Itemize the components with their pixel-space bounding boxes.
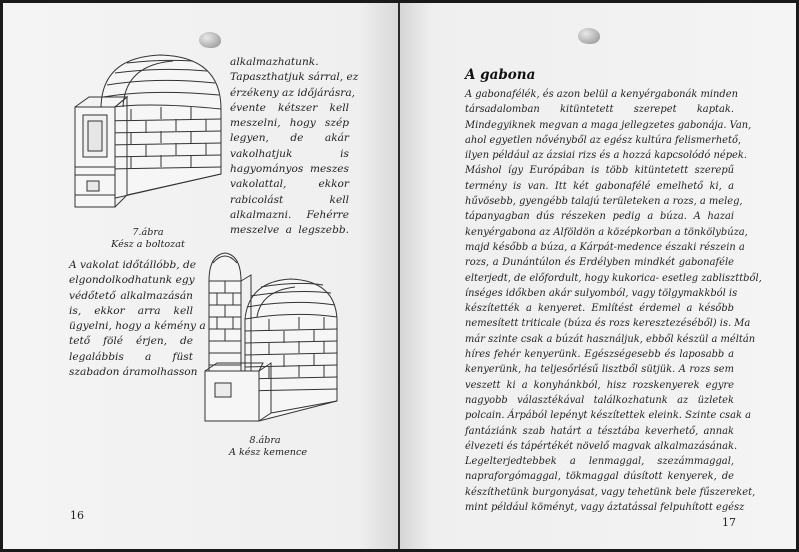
lower-text-line: szabadon áramolhasson [69,366,198,379]
chapter-heading: A gabona [465,67,536,83]
side-text-line: alkalmazni. Fehérre [230,208,349,221]
lower-text-line: védőtető alkalmazásán [69,289,193,302]
lower-text-block [69,258,206,380]
figure-8-number: 8.ábra [249,435,281,446]
body-line: ínséges időkben akár sulyomból, vagy tölgymakkból is [465,287,738,299]
lower-text-line: tető fölé érjen, de [69,335,193,348]
body-line: polcain. Árpából lepényt készítettek eleink. Szinte csak a [465,410,752,422]
body-line: híres fehér kenyerünk. Egészségesebb és laposabb a [465,349,734,361]
body-line: Legelterjedtebbek a lenmaggal, szezámmaggal, [465,456,734,468]
body-line: tápanyagban dús részeken pedig a búza. A hazai [465,211,734,223]
lower-text-line: A vakolat időtállóbb, de [69,259,197,271]
figure-8-oven-illustration [199,241,349,431]
figure-7-vault-illustration [61,49,233,215]
side-text-line: rabicolást kell [230,193,349,206]
side-text-line: Tapaszthatjuk sárral, ez [230,71,359,84]
side-text-line: meszelve a legszebb. [230,224,349,237]
body-text-block [465,87,762,515]
page-number: 17 [722,516,736,529]
figure-7-caption: Kész a boltozat [111,239,185,250]
lower-text-line: ügyelni, hogy a kémény a [69,320,206,333]
side-text-line: alkalmazhatunk. [230,56,319,68]
body-line: élvezeti és tápértékét növelő magvak alkalmazásának. [465,440,738,452]
side-text-block [230,55,359,239]
book-spread [3,3,796,549]
right-page [400,3,796,549]
lower-text-line: elgondolkodhatunk egy [69,274,195,287]
body-line: készíthetünk burgonyásat, vagy tehetünk bele fűszereket, [465,486,756,498]
body-line: ilyen például az ázsiai rizs és a hozzá kapcsolódó népek. [465,150,747,162]
side-text-line: vakolattal, ekkor [230,178,349,191]
body-line: majd később a búza, a Kárpát-medence északi részein a [465,241,745,253]
lower-text-line: legalábbis a füst [69,350,193,363]
body-line: fantáziánk szab határt a tésztába keverhető, annak [465,425,734,437]
body-line: napraforgómaggal, tökmaggal dúsított kenyerek, de [465,471,734,483]
page-number: 16 [70,509,84,522]
body-line: már szinte csak a búzát használjuk, ebből készül a méltán [465,333,756,345]
body-line: készítették a kenyeret. Említést érdemel a később [465,303,734,315]
side-text-line: legyen, de akár [230,132,349,145]
side-text-line: érzékeny az időjárásra, [230,86,356,99]
stone-icon [578,28,600,44]
left-page [3,3,398,549]
side-text-line: évente kétszer kell [230,101,349,114]
body-line: társadalomban kitüntetett szerepet kaptak. [465,104,734,116]
body-line: A gabonafélék, és azon belül a kenyérgabonák minden [465,89,738,100]
body-line: hűvösebb, gyengébb talajú területeken a rozs, a meleg, [465,196,743,208]
body-line: Máshol így Európában is több kitüntetett szerepű [465,165,734,177]
body-line: Mindegyiknek megvan a maga jellegzetes gabonája. Van, [465,119,752,131]
body-line: veszett ki a konyhánkból, hisz rozskenyerek egyre [465,379,734,391]
body-line: elterjedt, de előfordult, hogy kukorica- esetleg zabliszttből, [465,272,762,284]
body-line: mint például köményt, vagy áztatással felpuhított egész [465,502,745,514]
body-line: nagyobb választékával találkozhatunk az üzletek [465,394,734,406]
side-text-line: hagyományos meszes [230,163,349,176]
body-line: nemesített triticale (búza és rozs keresztezéséből) is. Ma [465,318,751,330]
body-line: rozs, a Dunántúlon és Erdélyben mindkét gabonaféle [465,257,734,269]
figure-7-number: 7.ábra [132,227,164,238]
side-text-line: vakolhatjuk is [230,147,349,160]
lower-text-line: is, ekkor arra kell [69,304,193,317]
body-line: termény is van. Itt két gabonafélé emelhető ki, a [465,180,734,192]
figure-8-caption: A kész kemence [229,447,307,458]
side-text-line: meszelni, hogy szép [230,117,349,130]
stone-icon [199,32,221,48]
body-line: kenyerünk, ha teljesőrlésű lisztből sütjük. A rozs sem [465,364,734,376]
body-line: ahol egyetlen nővényből az egész kultúra felismerhető, [465,134,742,146]
body-line: kenyérgabona az Alföldön a középkorban a tönkölybúza, [465,226,748,238]
